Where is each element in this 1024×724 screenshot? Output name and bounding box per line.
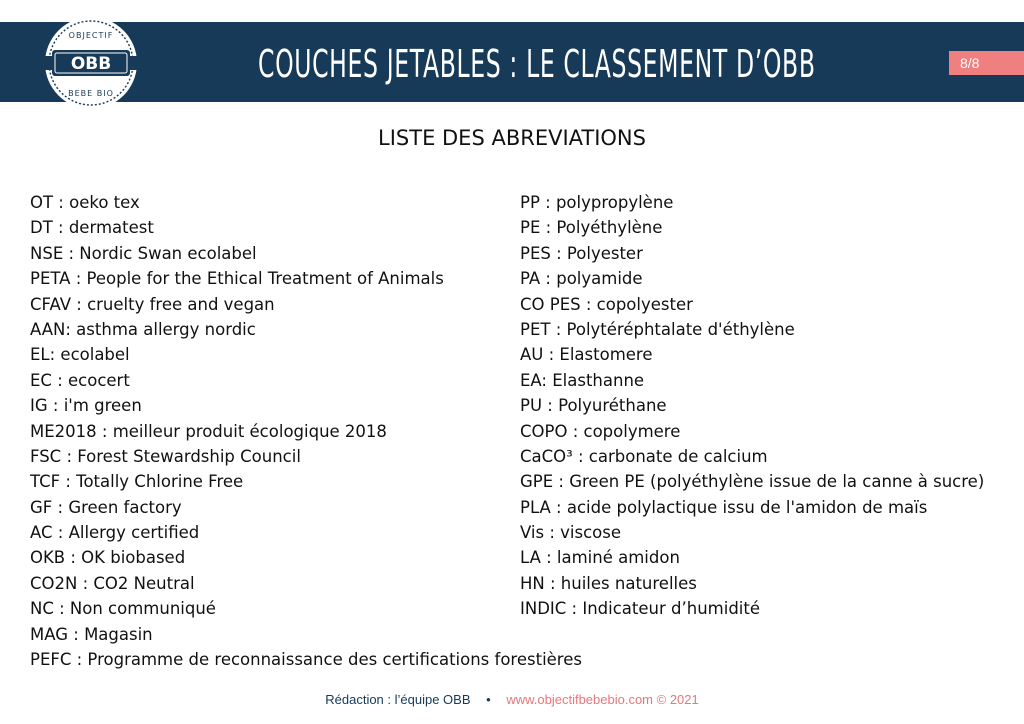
abbreviation-item: LA : laminé amidon xyxy=(520,548,680,568)
abbreviation-item: CO2N : CO2 Neutral xyxy=(30,573,195,593)
abbreviation-item: IG : i'm green xyxy=(30,396,142,416)
abbreviation-item: TCF : Totally Chlorine Free xyxy=(30,472,244,492)
abbreviation-item: EL: ecolabel xyxy=(30,345,130,365)
logo-top-text: OBJECTIF xyxy=(68,31,114,40)
abbreviation-item: PES : Polyester xyxy=(520,243,643,263)
footer-separator: • xyxy=(486,692,491,707)
abbreviation-item: CFAV : cruelty free and vegan xyxy=(30,294,275,314)
abbreviation-item: AAN: asthma allergy nordic xyxy=(30,319,256,339)
section-title: LISTE DES ABREVIATIONS xyxy=(378,126,646,150)
abbreviation-item: PA : polyamide xyxy=(520,269,643,289)
abbreviation-item: PET : Polytéréphtalate d'éthylène xyxy=(520,319,795,339)
abbreviation-item: PLA : acide polylactique issu de l'amidon de maïs xyxy=(520,497,928,517)
page-indicator: 8/8 xyxy=(949,51,1024,75)
abbreviation-item: OKB : OK biobased xyxy=(30,548,186,568)
logo-bottom-text: BEBE BIO xyxy=(68,89,114,98)
abbreviation-item: HN : huiles naturelles xyxy=(520,573,697,593)
abbreviation-item: AU : Elastomere xyxy=(520,345,653,365)
footer-credit: Rédaction : l’équipe OBB xyxy=(325,692,471,707)
abbreviation-item: PEFC : Programme de reconnaissance des certifications forestières xyxy=(30,650,582,670)
abbreviation-item: PE : Polyéthylène xyxy=(520,218,663,238)
abbreviation-item: FSC : Forest Stewardship Council xyxy=(30,446,301,466)
abbreviation-item: PP : polypropylène xyxy=(520,193,674,212)
abbreviation-item: DT : dermatest xyxy=(30,218,154,238)
abbreviation-item: NSE : Nordic Swan ecolabel xyxy=(30,243,257,263)
abbreviation-item: NC : Non communiqué xyxy=(30,599,216,619)
abbreviation-item: EA: Elasthanne xyxy=(520,370,645,390)
abbreviation-item: CaCO³ : carbonate de calcium xyxy=(520,446,768,466)
abbreviation-item: GF : Green factory xyxy=(30,497,182,517)
footer-url[interactable]: www.objectifbebebio.com © 2021 xyxy=(506,692,699,707)
abbreviation-list-left xyxy=(30,190,582,672)
abbreviation-item: OT : oeko tex xyxy=(30,193,140,212)
footer xyxy=(0,692,1024,707)
page-title: COUCHES JETABLES : LE CLASSEMENT D’OBB xyxy=(258,42,816,86)
logo-main-text: OBB xyxy=(70,54,112,74)
abbreviation-item: INDIC : Indicateur d’humidité xyxy=(520,599,760,619)
abbreviation-item: EC : ecocert xyxy=(30,370,130,390)
abbreviation-item: AC : Allergy certified xyxy=(30,523,200,543)
abbreviation-item: CO PES : copolyester xyxy=(520,294,693,314)
abbreviation-item: PETA : People for the Ethical Treatment of Animals xyxy=(30,269,444,289)
abbreviation-item: Vis : viscose xyxy=(520,523,622,543)
abbreviation-item: MAG : Magasin xyxy=(30,624,153,644)
obb-logo xyxy=(28,16,154,110)
abbreviation-item: COPO : copolymere xyxy=(520,421,681,441)
abbreviation-item: ME2018 : meilleur produit écologique 2018 xyxy=(30,421,387,441)
abbreviation-list-right xyxy=(520,190,984,622)
abbreviation-item: PU : Polyuréthane xyxy=(520,396,667,416)
abbreviation-item: GPE : Green PE (polyéthylène issue de la canne à sucre) xyxy=(520,472,985,492)
